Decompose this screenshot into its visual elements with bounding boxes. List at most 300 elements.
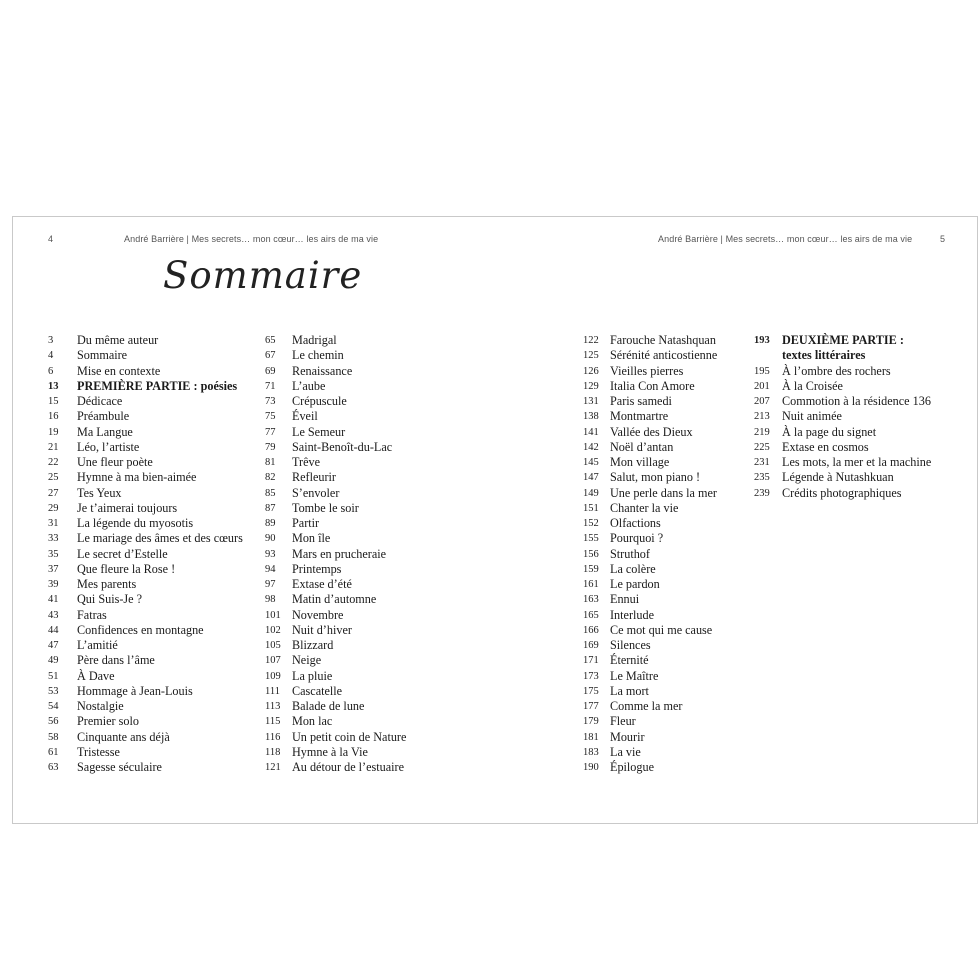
toc-page-number: 142 <box>583 441 599 453</box>
toc-page-number: 73 <box>265 396 276 407</box>
toc-entry-title: Ma Langue <box>77 424 133 439</box>
toc-page-number: 115 <box>265 716 281 728</box>
toc-entry <box>48 653 243 668</box>
toc-page-number: 116 <box>265 731 281 743</box>
toc-page-number: 235 <box>754 472 770 484</box>
toc-page-number: 166 <box>583 624 599 636</box>
toc-entry-title: Tristesse <box>77 744 120 759</box>
toc-entry-title: Le Maître <box>610 668 659 683</box>
toc-entry <box>48 348 243 363</box>
toc-entry <box>265 669 406 684</box>
toc-entry <box>265 699 406 714</box>
toc-entry <box>265 531 406 546</box>
toc-page-number: 71 <box>265 380 276 392</box>
toc-page-number: 15 <box>48 396 59 407</box>
toc-entry <box>265 486 406 501</box>
toc-entry <box>583 623 717 638</box>
toc-entry <box>583 562 717 577</box>
toc-entry <box>48 745 243 760</box>
toc-entry <box>265 333 406 348</box>
toc-entry-title: Crédits photographiques <box>782 485 902 500</box>
toc-entry-title: Tombe le soir <box>292 500 359 515</box>
toc-page-number: 90 <box>265 533 276 545</box>
toc-entry-title: La légende du myosotis <box>77 516 194 530</box>
toc-entry-title: Épilogue <box>610 760 655 774</box>
toc-entry <box>48 699 243 714</box>
toc-entry-title: Fleur <box>610 714 636 729</box>
toc-entry <box>265 760 406 775</box>
toc-entry <box>754 486 931 501</box>
toc-entry <box>583 653 717 668</box>
toc-page-number: 151 <box>583 502 599 514</box>
toc-page-number: 67 <box>265 350 276 362</box>
toc-page-number: 175 <box>583 685 599 697</box>
toc-entry <box>265 684 406 699</box>
toc-page-number: 13 <box>48 380 59 392</box>
toc-entry-title: Silences <box>610 638 651 652</box>
toc-page-number: 239 <box>754 487 770 499</box>
toc-entry-title: Tes Yeux <box>77 485 122 500</box>
toc-entry-title: La vie <box>610 744 641 759</box>
toc-entry-title: Chanter la vie <box>610 500 679 515</box>
toc-entry-title: Mourir <box>610 729 645 744</box>
toc-page-number: 82 <box>265 472 276 484</box>
toc-entry-title: À la page du signet <box>782 424 877 439</box>
toc-page-number: 152 <box>583 518 599 529</box>
toc-entry <box>583 394 717 409</box>
toc-page-number: 169 <box>583 640 599 651</box>
toc-entry-title: Saint-Benoît-du-Lac <box>292 439 393 454</box>
toc-page-number: 93 <box>265 548 276 560</box>
toc-entry-title: Paris samedi <box>610 394 672 408</box>
toc-entry <box>48 714 243 729</box>
toc-page-number: 101 <box>265 609 281 621</box>
toc-page-number: 193 <box>754 335 770 346</box>
toc-entry <box>48 684 243 699</box>
toc-entry-title: Mes parents <box>77 577 137 591</box>
toc-entry-title: La mort <box>610 683 649 698</box>
toc-entry <box>754 364 931 379</box>
toc-page-number: 63 <box>48 762 59 773</box>
toc-page-number: 97 <box>265 579 276 590</box>
toc-entry-title: DEUXIÈME PARTIE : <box>782 333 904 347</box>
toc-entry <box>754 470 931 485</box>
toc-entry-title: Père dans l’âme <box>77 653 155 668</box>
toc-page-number: 3 <box>48 335 54 346</box>
toc-column-3 <box>583 333 717 775</box>
toc-entry <box>583 547 717 562</box>
book-spread <box>12 216 978 824</box>
toc-page-number: 118 <box>265 746 281 758</box>
toc-page-number: 231 <box>754 457 770 468</box>
toc-page-number: 173 <box>583 670 599 682</box>
toc-entry <box>265 730 406 745</box>
right-running-head: André Barrière | Mes secrets… mon cœur… les airs de ma vie <box>658 234 913 244</box>
toc-entry-title: Comme la mer <box>610 699 683 713</box>
toc-entry-title: Cinquante ans déjà <box>77 729 170 744</box>
toc-page-number: 21 <box>48 441 59 453</box>
toc-entry-title: À Dave <box>77 668 115 683</box>
toc-entry <box>48 577 243 592</box>
toc-entry <box>48 531 243 546</box>
toc-entry <box>583 699 717 714</box>
toc-entry <box>583 577 717 592</box>
toc-entry-title: Fatras <box>77 607 107 622</box>
toc-entry-title: Une fleur poète <box>77 455 153 469</box>
toc-page-number: 177 <box>583 701 599 712</box>
toc-entry <box>48 470 243 485</box>
toc-entry <box>265 745 406 760</box>
toc-page-number: 105 <box>265 640 281 651</box>
toc-page-number: 147 <box>583 472 599 484</box>
toc-entry-title: Premier solo <box>77 714 139 729</box>
toc-entry <box>265 440 406 455</box>
toc-entry <box>48 623 243 638</box>
toc-entry <box>265 379 406 394</box>
toc-entry-title: L’aube <box>292 378 326 393</box>
toc-page-number: 138 <box>583 411 599 423</box>
toc-entry-title: Crépuscule <box>292 394 347 408</box>
page-title: Sommaire <box>163 254 363 297</box>
toc-page-number: 111 <box>265 685 280 697</box>
toc-entry <box>48 440 243 455</box>
toc-page-number: 37 <box>48 563 59 575</box>
toc-entry-title: Matin d’automne <box>292 592 377 607</box>
toc-page-number: 102 <box>265 624 281 636</box>
toc-entry-title: Farouche Natashquan <box>610 333 716 347</box>
toc-entry <box>265 714 406 729</box>
toc-entry-title: Vallée des Dieux <box>610 424 693 439</box>
toc-entry <box>48 608 243 623</box>
toc-entry <box>265 394 406 409</box>
toc-entry-title: Hymne à ma bien-aimée <box>77 470 197 485</box>
toc-entry <box>265 409 406 424</box>
toc-page-number: 126 <box>583 365 599 377</box>
toc-entry-title: Confidences en montagne <box>77 622 204 637</box>
toc-entry <box>583 730 717 745</box>
toc-page-number: 89 <box>265 518 276 529</box>
toc-entry-title: Sagesse séculaire <box>77 760 162 774</box>
toc-page-number: 33 <box>48 533 59 545</box>
toc-page-number: 171 <box>583 655 599 667</box>
toc-entry-title: Les mots, la mer et la machine <box>782 455 932 469</box>
toc-entry-title: Ce mot qui me cause <box>610 622 713 637</box>
toc-entry <box>48 516 243 531</box>
toc-page-number: 85 <box>265 487 276 499</box>
toc-entry-title: Le secret d’Estelle <box>77 546 168 561</box>
toc-entry-title: À la Croisée <box>782 378 843 393</box>
toc-page-number: 54 <box>48 701 59 712</box>
toc-entry <box>48 760 243 775</box>
toc-page-number: 131 <box>583 396 599 407</box>
toc-entry-title: Le mariage des âmes et des cœurs <box>77 531 243 546</box>
toc-page-number: 113 <box>265 701 281 712</box>
toc-entry <box>583 333 717 348</box>
toc-page-number: 165 <box>583 609 599 621</box>
toc-entry <box>754 394 931 409</box>
toc-entry <box>48 592 243 607</box>
toc-page-number: 43 <box>48 609 59 621</box>
toc-entry <box>48 638 243 653</box>
toc-page-number: 109 <box>265 670 281 682</box>
toc-entry <box>583 516 717 531</box>
toc-page-number: 163 <box>583 594 599 606</box>
toc-page-number: 219 <box>754 426 770 438</box>
toc-page-number: 6 <box>48 365 54 377</box>
toc-entry-title: Pourquoi ? <box>610 531 664 546</box>
toc-entry-title: Blizzard <box>292 638 334 652</box>
toc-page-number: 25 <box>48 472 59 484</box>
toc-page-number: 51 <box>48 670 59 682</box>
toc-entry-title: Trêve <box>292 455 320 469</box>
toc-entry-title: Je t’aimerai toujours <box>77 500 178 515</box>
toc-page-number: 213 <box>754 411 770 423</box>
toc-entry <box>754 440 931 455</box>
toc-entry <box>48 379 243 394</box>
toc-entry <box>48 425 243 440</box>
toc-entry <box>583 486 717 501</box>
toc-entry-title: Noël d’antan <box>610 439 674 454</box>
toc-entry-title: Hommage à Jean-Louis <box>77 683 193 698</box>
toc-page-number: 129 <box>583 380 599 392</box>
toc-entry <box>265 653 406 668</box>
toc-entry <box>265 455 406 470</box>
toc-entry <box>583 440 717 455</box>
toc-page-number: 179 <box>583 716 599 728</box>
toc-entry <box>48 364 243 379</box>
toc-entry <box>583 531 717 546</box>
toc-page-number: 4 <box>48 350 54 362</box>
toc-entry-title: Salut, mon piano ! <box>610 470 701 485</box>
toc-entry <box>754 425 931 440</box>
toc-entry <box>754 409 931 424</box>
toc-page-number: 27 <box>48 487 59 499</box>
toc-entry-title: Sommaire <box>77 348 128 363</box>
toc-entry <box>583 348 717 363</box>
toc-entry-title: La colère <box>610 561 656 576</box>
toc-page-number: 31 <box>48 518 59 529</box>
toc-page-number: 58 <box>48 731 59 743</box>
toc-entry-title: Qui Suis-Je ? <box>77 592 142 607</box>
toc-page-number: 56 <box>48 716 59 728</box>
toc-page-number: 44 <box>48 624 59 636</box>
toc-entry <box>583 638 717 653</box>
toc-entry <box>265 562 406 577</box>
toc-column-4 <box>754 333 931 501</box>
toc-entry-title: Dédicace <box>77 394 123 408</box>
toc-page-number: 207 <box>754 396 770 407</box>
toc-entry-title: Ennui <box>610 592 640 607</box>
toc-entry <box>265 364 406 379</box>
toc-entry <box>583 455 717 470</box>
toc-entry <box>583 470 717 485</box>
toc-entry-title: Nostalgie <box>77 699 124 713</box>
toc-page-number: 145 <box>583 457 599 468</box>
toc-page-number: 195 <box>754 365 770 377</box>
toc-page-number: 65 <box>265 335 276 346</box>
toc-entry <box>48 547 243 562</box>
toc-page-number: 87 <box>265 502 276 514</box>
toc-entry-title: La pluie <box>292 668 333 683</box>
toc-entry <box>265 501 406 516</box>
toc-entry <box>583 714 717 729</box>
toc-page-number: 98 <box>265 594 276 606</box>
toc-entry <box>583 745 717 760</box>
left-running-head: André Barrière | Mes secrets… mon cœur… les airs de ma vie <box>124 234 379 244</box>
toc-entry <box>48 486 243 501</box>
toc-entry-title: Un petit coin de Nature <box>292 729 407 744</box>
toc-entry-title: Mon village <box>610 455 670 469</box>
toc-entry-title: Neige <box>292 653 322 668</box>
toc-page-number: 16 <box>48 411 59 423</box>
toc-entry-title: Cascatelle <box>292 683 343 698</box>
toc-entry <box>265 577 406 592</box>
toc-entry <box>48 409 243 424</box>
toc-entry-title: Italia Con Amore <box>610 378 695 393</box>
toc-entry-title: Au détour de l’estuaire <box>292 760 405 774</box>
toc-page-number: 107 <box>265 655 281 667</box>
toc-entry-title: Refleurir <box>292 470 336 485</box>
toc-entry-title: Sérénité anticostienne <box>610 348 718 363</box>
toc-entry-title: Nuit animée <box>782 409 842 424</box>
toc-entry <box>583 425 717 440</box>
toc-page-number: 122 <box>583 335 599 346</box>
toc-entry-title: Que fleure la Rose ! <box>77 561 176 576</box>
toc-entry-title: Montmartre <box>610 409 669 424</box>
toc-entry <box>583 592 717 607</box>
toc-entry <box>265 592 406 607</box>
toc-entry-title: Mon île <box>292 531 331 546</box>
toc-page-number: 183 <box>583 746 599 758</box>
toc-entry-title: Printemps <box>292 561 342 576</box>
toc-entry-title: Mars en prucheraie <box>292 546 387 561</box>
toc-entry-title: Une perle dans la mer <box>610 485 717 500</box>
toc-page-number: 155 <box>583 533 599 545</box>
toc-entry <box>265 425 406 440</box>
toc-page-number: 69 <box>265 365 276 377</box>
toc-page-number: 29 <box>48 502 59 514</box>
toc-page-number: 156 <box>583 548 599 560</box>
toc-entry <box>265 623 406 638</box>
toc-entry <box>583 684 717 699</box>
toc-entry-title: S’envoler <box>292 485 340 500</box>
toc-entry <box>754 348 931 363</box>
toc-page-number: 19 <box>48 426 59 438</box>
toc-entry <box>754 455 931 470</box>
toc-entry <box>583 379 717 394</box>
toc-entry-title: À l’ombre des rochers <box>782 363 891 378</box>
toc-page-number: 81 <box>265 457 276 468</box>
toc-entry-title: Vieilles pierres <box>610 363 684 378</box>
toc-entry-title: Nuit d’hiver <box>292 622 352 637</box>
toc-entry <box>583 501 717 516</box>
toc-entry <box>48 455 243 470</box>
toc-entry-title: Struthof <box>610 546 650 561</box>
toc-entry-title: Renaissance <box>292 363 353 378</box>
toc-entry-title: Léo, l’artiste <box>77 439 140 454</box>
toc-entry <box>583 608 717 623</box>
toc-page-number: 190 <box>583 762 599 773</box>
toc-entry-title: Novembre <box>292 607 344 622</box>
left-page-number: 4 <box>48 234 54 244</box>
toc-page-number: 47 <box>48 640 59 651</box>
toc-entry-title: Balade de lune <box>292 699 365 713</box>
toc-entry-title: L’amitié <box>77 638 118 652</box>
toc-entry-title: Extase d’été <box>292 577 352 591</box>
toc-entry <box>48 669 243 684</box>
toc-page-number: 94 <box>265 563 276 575</box>
toc-page-number: 41 <box>48 594 59 606</box>
toc-page-number: 53 <box>48 685 59 697</box>
toc-entry-title: PREMIÈRE PARTIE : poésies <box>77 378 238 393</box>
toc-entry <box>583 760 717 775</box>
toc-entry <box>583 669 717 684</box>
toc-entry-title: Olfactions <box>610 516 661 530</box>
toc-entry-title: Éternité <box>610 653 649 668</box>
toc-page-number: 75 <box>265 411 276 423</box>
toc-entry-title: Partir <box>292 516 320 530</box>
toc-column-2 <box>265 333 406 775</box>
toc-entry-title: Éveil <box>292 409 318 424</box>
toc-entry-title: Préambule <box>77 409 130 424</box>
toc-entry <box>48 333 243 348</box>
toc-entry-title: Mise en contexte <box>77 363 161 378</box>
toc-page-number: 125 <box>583 350 599 362</box>
toc-page-number: 39 <box>48 579 59 590</box>
toc-entry <box>48 730 243 745</box>
toc-page-number: 79 <box>265 441 276 453</box>
toc-entry <box>48 562 243 577</box>
toc-entry <box>48 394 243 409</box>
toc-entry <box>754 333 931 348</box>
toc-entry <box>265 516 406 531</box>
toc-page-number: 77 <box>265 426 276 438</box>
toc-entry <box>754 379 931 394</box>
toc-page-number: 35 <box>48 548 59 560</box>
toc-page-number: 49 <box>48 655 59 667</box>
toc-entry <box>48 501 243 516</box>
toc-page-number: 61 <box>48 746 59 758</box>
toc-column-1 <box>48 333 243 775</box>
toc-entry <box>583 409 717 424</box>
toc-page-number: 121 <box>265 762 281 773</box>
toc-entry-title: Commotion à la résidence 136 <box>782 394 931 408</box>
toc-entry <box>265 348 406 363</box>
toc-entry-title: Interlude <box>610 607 654 622</box>
toc-entry <box>265 638 406 653</box>
toc-entry-title: Le pardon <box>610 577 660 591</box>
right-page-number: 5 <box>940 234 946 244</box>
toc-entry-title: Madrigal <box>292 333 337 347</box>
toc-entry-title: Le Semeur <box>292 424 346 439</box>
toc-entry-title: Extase en cosmos <box>782 439 869 454</box>
toc-entry-title: Mon lac <box>292 714 333 729</box>
toc-page-number: 225 <box>754 441 770 453</box>
toc-page-number: 201 <box>754 380 770 392</box>
toc-entry <box>265 470 406 485</box>
toc-entry-title: Hymne à la Vie <box>292 744 368 759</box>
toc-page-number: 22 <box>48 457 59 468</box>
toc-entry-title: Légende à Nutashkuan <box>782 470 894 485</box>
toc-page-number: 149 <box>583 487 599 499</box>
toc-entry-title: textes littéraires <box>782 348 866 363</box>
toc-page-number: 159 <box>583 563 599 575</box>
toc-entry-title: Le chemin <box>292 348 344 363</box>
toc-entry-title: Du même auteur <box>77 333 159 347</box>
toc-entry <box>265 547 406 562</box>
toc-entry <box>265 608 406 623</box>
toc-page-number: 141 <box>583 426 599 438</box>
